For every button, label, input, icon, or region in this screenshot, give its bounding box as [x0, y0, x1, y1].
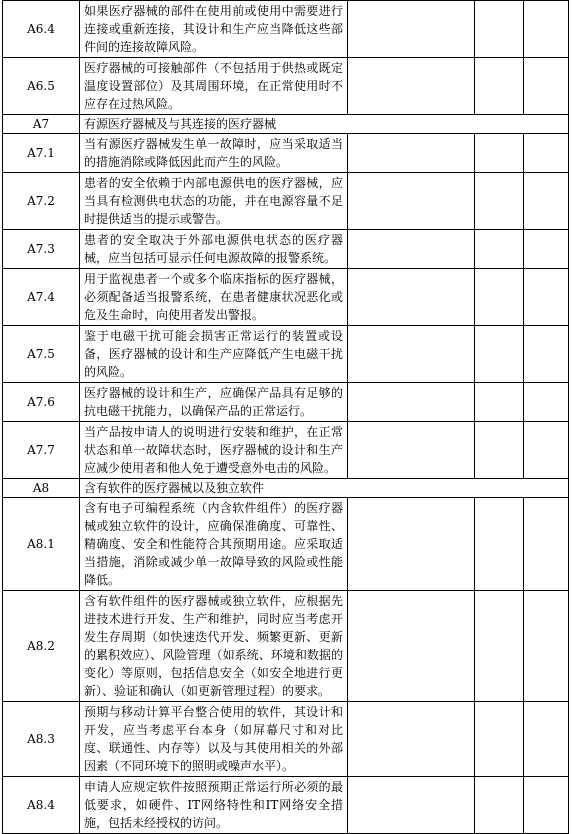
- section-id: A7: [3, 115, 80, 134]
- applicability-cell[interactable]: [348, 326, 475, 383]
- table-row: [3, 134, 569, 173]
- table-row: [3, 326, 569, 383]
- evidence-cell[interactable]: [524, 422, 569, 479]
- method-cell[interactable]: [475, 1, 524, 58]
- table-row: [3, 383, 569, 422]
- method-cell[interactable]: [475, 134, 524, 173]
- method-cell[interactable]: [475, 591, 524, 702]
- clause-text: 含有电子可编程系统（内含软件组件）的医疗器械或独立软件的设计，应确保准确度、可靠性、精确度、安全和性能符合其预期用途。应采取适当措施，消除或减少单一故障导致的风险或性能降低。: [80, 498, 348, 591]
- clause-id: A8.3: [3, 702, 80, 777]
- clause-text: 申请人应规定软件按照预期正常运行所必须的最低要求，如硬件、IT网络特性和IT网络安全措施，包括未经授权的访问。: [80, 777, 348, 834]
- method-cell[interactable]: [475, 269, 524, 326]
- evidence-cell[interactable]: [524, 58, 569, 115]
- applicability-cell[interactable]: [348, 498, 475, 591]
- section-row: [3, 115, 569, 134]
- clause-id: A7.7: [3, 422, 80, 479]
- clause-id: A7.3: [3, 230, 80, 269]
- clause-id: A8.2: [3, 591, 80, 702]
- section-title: 含有软件的医疗器械以及独立软件: [80, 479, 569, 498]
- applicability-cell[interactable]: [348, 702, 475, 777]
- method-cell[interactable]: [475, 173, 524, 230]
- clause-id: A7.6: [3, 383, 80, 422]
- clause-text: 含有软件组件的医疗器械或独立软件，应根据先进技术进行开发、生产和维护，同时应当考虑开发生存周期（如快速迭代开发、频繁更新、更新的累积效应）、风险管理（如系统、环境和数据的变化）等原则，包括信息安全（如安全地进行更新）、验证和确认（如更新管理过程）的要求。: [80, 591, 348, 702]
- applicability-cell[interactable]: [348, 58, 475, 115]
- clause-id: A7.1: [3, 134, 80, 173]
- applicability-cell[interactable]: [348, 422, 475, 479]
- evidence-cell[interactable]: [524, 702, 569, 777]
- clause-text: 如果医疗器械的部件在使用前或使用中需要进行连接或重新连接，其设计和生产应当降低这些部件间的连接故障风险。: [80, 1, 348, 58]
- evidence-cell[interactable]: [524, 383, 569, 422]
- clause-text: 预期与移动计算平台整合使用的软件，其设计和开发，应当考虑平台本身（如屏幕尺寸和对比度、联通性、内存等）以及与其使用相关的外部因素（不同环境下的照明或噪声水平）。: [80, 702, 348, 777]
- clause-text: 患者的安全取决于外部电源供电状态的医疗器械，应当包括可显示任何电源故障的报警系统。: [80, 230, 348, 269]
- applicability-cell[interactable]: [348, 230, 475, 269]
- applicability-cell[interactable]: [348, 1, 475, 58]
- evidence-cell[interactable]: [524, 777, 569, 834]
- table-row: [3, 1, 569, 58]
- table-row: [3, 498, 569, 591]
- applicability-cell[interactable]: [348, 269, 475, 326]
- table-row: [3, 777, 569, 834]
- method-cell[interactable]: [475, 777, 524, 834]
- evidence-cell[interactable]: [524, 498, 569, 591]
- clause-id: A6.4: [3, 1, 80, 58]
- clause-id: A7.5: [3, 326, 80, 383]
- clause-id: A7.2: [3, 173, 80, 230]
- clause-id: A7.4: [3, 269, 80, 326]
- section-id: A8: [3, 479, 80, 498]
- clause-text: 鉴于电磁干扰可能会损害正常运行的装置或设备，医疗器械的设计和生产应降低产生电磁干扰的风险。: [80, 326, 348, 383]
- method-cell[interactable]: [475, 230, 524, 269]
- evidence-cell[interactable]: [524, 1, 569, 58]
- evidence-cell[interactable]: [524, 173, 569, 230]
- method-cell[interactable]: [475, 383, 524, 422]
- evidence-cell[interactable]: [524, 134, 569, 173]
- method-cell[interactable]: [475, 58, 524, 115]
- clause-text: 当有源医疗器械发生单一故障时，应当采取适当的措施消除或降低因此而产生的风险。: [80, 134, 348, 173]
- clause-id: A8.4: [3, 777, 80, 834]
- evidence-cell[interactable]: [524, 591, 569, 702]
- method-cell[interactable]: [475, 326, 524, 383]
- applicability-cell[interactable]: [348, 777, 475, 834]
- clause-text: 当产品按申请人的说明进行安装和维护，在正常状态和单一故障状态时，医疗器械的设计和生产应减少使用者和他人免于遭受意外电击的风险。: [80, 422, 348, 479]
- clause-text: 用于监视患者一个或多个临床指标的医疗器械，必须配备适当报警系统，在患者健康状况恶化或危及生命时，向使用者发出警报。: [80, 269, 348, 326]
- clause-id: A6.5: [3, 58, 80, 115]
- section-row: [3, 479, 569, 498]
- clause-text: 患者的安全依赖于内部电源供电的医疗器械，应当具有检测供电状态的功能，并在电源容量不足时提供适当的提示或警告。: [80, 173, 348, 230]
- table-row: [3, 173, 569, 230]
- evidence-cell[interactable]: [524, 326, 569, 383]
- applicability-cell[interactable]: [348, 591, 475, 702]
- method-cell[interactable]: [475, 422, 524, 479]
- clause-text: 医疗器械的设计和生产，应确保产品具有足够的抗电磁干扰能力，以确保产品的正常运行。: [80, 383, 348, 422]
- clause-id: A8.1: [3, 498, 80, 591]
- clause-text: 医疗器械的可接触部件（不包括用于供热或既定温度设置部位）及其周围环境，在正常使用时不应存在过热风险。: [80, 58, 348, 115]
- evidence-cell[interactable]: [524, 230, 569, 269]
- method-cell[interactable]: [475, 702, 524, 777]
- table-row: [3, 591, 569, 702]
- applicability-cell[interactable]: [348, 134, 475, 173]
- table-row: [3, 58, 569, 115]
- applicability-cell[interactable]: [348, 383, 475, 422]
- requirements-table: [2, 0, 569, 834]
- table-row: [3, 702, 569, 777]
- table-row: [3, 269, 569, 326]
- table-row: [3, 422, 569, 479]
- method-cell[interactable]: [475, 498, 524, 591]
- applicability-cell[interactable]: [348, 173, 475, 230]
- table-row: [3, 230, 569, 269]
- section-title: 有源医疗器械及与其连接的医疗器械: [80, 115, 569, 134]
- evidence-cell[interactable]: [524, 269, 569, 326]
